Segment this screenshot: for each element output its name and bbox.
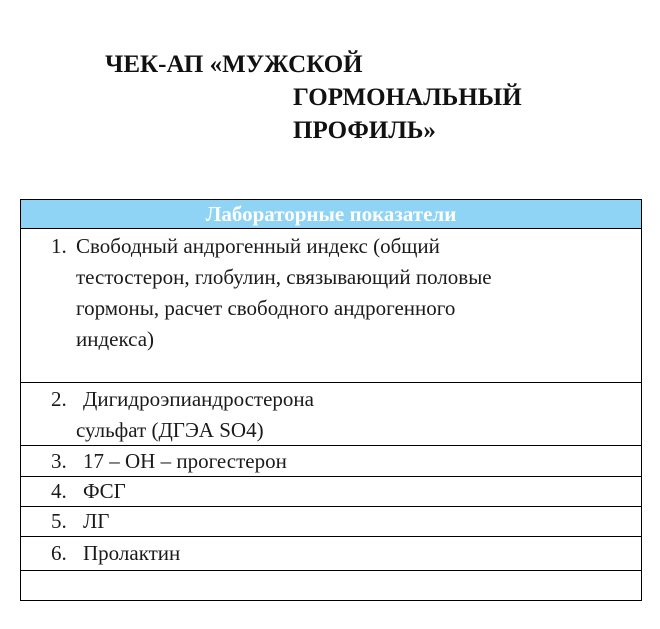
row-number: 6. bbox=[51, 541, 67, 565]
table-row bbox=[21, 446, 641, 477]
row-text-line: гормоны, расчет свободного андрогенного bbox=[76, 296, 456, 320]
table-row bbox=[21, 537, 641, 571]
row-number: 1. bbox=[51, 234, 67, 258]
row-number: 4. bbox=[51, 479, 67, 503]
table-row bbox=[21, 383, 641, 446]
row-number: 2. bbox=[51, 387, 67, 411]
row-text-line: индекса) bbox=[76, 327, 155, 351]
row-text-line: ЛГ bbox=[83, 509, 110, 533]
row-text-line: тестостерон, глобулин, связывающий половые bbox=[76, 265, 492, 289]
table-row-empty bbox=[21, 571, 641, 600]
lab-indicators-table bbox=[20, 199, 642, 601]
row-text-line: ФСГ bbox=[83, 479, 126, 503]
table-row bbox=[21, 229, 641, 383]
page-title-line-3: ПРОФИЛЬ» bbox=[293, 117, 436, 144]
row-text-line: сульфат (ДГЭА SO4) bbox=[76, 418, 264, 442]
row-number: 5. bbox=[51, 509, 67, 533]
row-text-line: 17 – ОН – прогестерон bbox=[83, 449, 287, 473]
table-header: Лабораторные показатели bbox=[21, 200, 641, 229]
table-row bbox=[21, 507, 641, 537]
row-text-line: Свободный андрогенный индекс (общий bbox=[76, 234, 440, 258]
page-title-line-2: ГОРМОНАЛЬНЫЙ bbox=[293, 84, 522, 111]
row-number: 3. bbox=[51, 449, 67, 473]
row-text-line: Дигидроэпиандростерона bbox=[83, 387, 314, 411]
table-row bbox=[21, 477, 641, 507]
row-text-line: Пролактин bbox=[83, 541, 181, 565]
page-title-line-1: ЧЕК-АП «МУЖСКОЙ bbox=[105, 51, 363, 78]
